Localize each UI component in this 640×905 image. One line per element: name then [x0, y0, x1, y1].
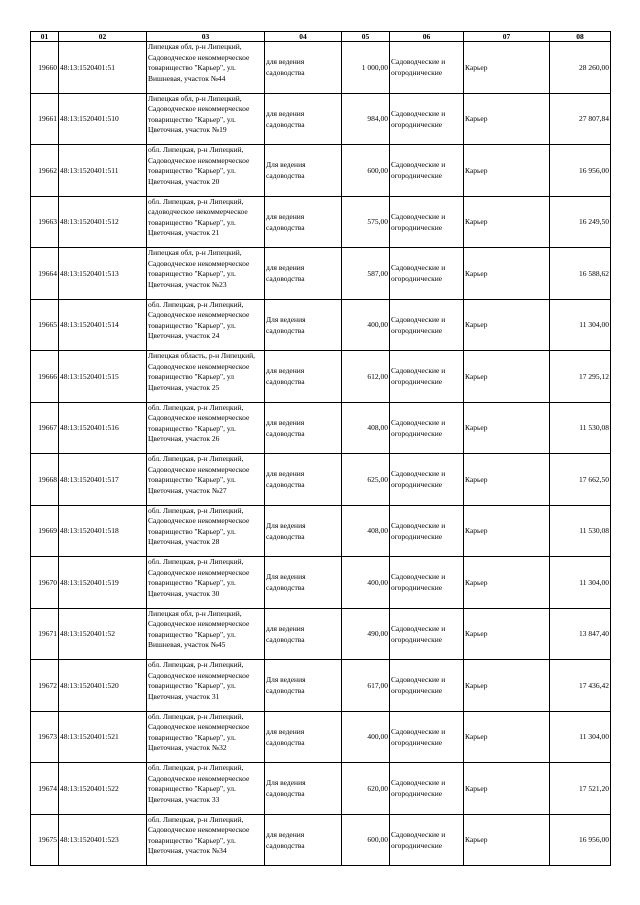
table-row	[31, 299, 611, 351]
address-cell	[147, 248, 265, 300]
cadastral-value-cell: 11 304,00	[550, 557, 611, 609]
permitted-use-cell: Для ведения садоводства	[265, 299, 342, 351]
column-header-03: 03	[147, 32, 265, 42]
association-name-cell: Карьер	[464, 42, 550, 94]
permitted-use-cell: Для ведения садоводства	[265, 505, 342, 557]
address-cell	[147, 42, 265, 94]
address-text: обл. Липецкая, р-н Липецкий, Садоводческое некоммерческое товарищество "Карьер", ул. Цветочная, участок 20	[148, 145, 250, 186]
cadastral-number-cell: 48:13:1520401:518	[59, 505, 147, 557]
association-name-cell: Карьер	[464, 145, 550, 197]
record-number-cell: 19675	[31, 814, 59, 866]
address-text: обл. Липецкая, р-н Липецкий, Садоводческое некоммерческое товарищество "Карьер", ул. Цветочная, участок №32	[148, 711, 250, 752]
column-header-06: 06	[390, 32, 464, 42]
association-name-cell: Карьер	[464, 299, 550, 351]
cadastral-value-cell: 16 249,50	[550, 196, 611, 248]
area-cell: 617,00	[342, 660, 390, 712]
permitted-use-cell: Для ведения садоводства	[265, 763, 342, 815]
address-cell	[147, 299, 265, 351]
cadastral-number-cell: 48:13:1520401:514	[59, 299, 147, 351]
address-text: обл. Липецкая, р-н Липецкий, Садоводческое некоммерческое товарищество "Карьер", ул. Цветочная, участок 28	[148, 505, 250, 546]
table-row	[31, 814, 611, 866]
land-category-cell: Садоводческие и огороднические	[390, 248, 464, 300]
column-header-04: 04	[265, 32, 342, 42]
cadastral-value-cell: 11 304,00	[550, 299, 611, 351]
address-text: Липецкая обл, р-н Липецкий, Садоводческое некоммерческое товарищество "Карьер", ул. Цветочная, участок №23	[148, 248, 250, 289]
permitted-use-cell: для ведения садоводства	[265, 711, 342, 763]
column-header-07: 07	[464, 32, 550, 42]
address-cell	[147, 351, 265, 403]
land-category-cell: Садоводческие и огороднические	[390, 763, 464, 815]
permitted-use-cell: для ведения садоводства	[265, 454, 342, 506]
area-cell: 1 000,00	[342, 42, 390, 94]
land-category-cell: Садоводческие и огороднические	[390, 145, 464, 197]
land-category-cell: Садоводческие и огороднические	[390, 814, 464, 866]
land-category-cell: Садоводческие и огороднические	[390, 608, 464, 660]
cadastral-value-cell: 11 530,08	[550, 402, 611, 454]
association-name-cell: Карьер	[464, 351, 550, 403]
cadastral-number-cell: 48:13:1520401:52	[59, 608, 147, 660]
cadastral-value-cell: 17 436,42	[550, 660, 611, 712]
area-cell: 587,00	[342, 248, 390, 300]
association-name-cell: Карьер	[464, 814, 550, 866]
association-name-cell: Карьер	[464, 557, 550, 609]
land-category-cell: Садоводческие и огороднические	[390, 299, 464, 351]
area-cell: 620,00	[342, 763, 390, 815]
permitted-use-cell: Для ведения садоводства	[265, 660, 342, 712]
address-cell	[147, 763, 265, 815]
area-cell: 400,00	[342, 299, 390, 351]
permitted-use-cell: Для ведения садоводства	[265, 145, 342, 197]
cadastral-value-cell: 17 662,50	[550, 454, 611, 506]
record-number-cell: 19667	[31, 402, 59, 454]
address-text: Липецкая область, р-н Липецкий, Садоводческое некоммерческое товарищество "Карьер", ул Цветочная, участок 25	[148, 351, 256, 392]
permitted-use-cell: для ведения садоводства	[265, 248, 342, 300]
record-number-cell: 19662	[31, 145, 59, 197]
area-cell: 408,00	[342, 402, 390, 454]
column-header-05: 05	[342, 32, 390, 42]
permitted-use-cell: для ведения садоводства	[265, 402, 342, 454]
table-row	[31, 608, 611, 660]
cadastral-value-cell: 16 588,62	[550, 248, 611, 300]
address-text: обл. Липецкая, р-н Липецкий, Садоводческое некоммерческое товарищество "Карьер", ул. Цветочная, участок 30	[148, 557, 250, 598]
land-category-cell: Садоводческие и огороднические	[390, 351, 464, 403]
address-text: обл. Липецкая, р-н Липецкий, Садоводческое некоммерческое товарищество "Карьер", ул. Цветочная, участок 24	[148, 299, 250, 340]
land-category-cell: Садоводческие и огороднические	[390, 505, 464, 557]
area-cell: 408,00	[342, 505, 390, 557]
association-name-cell: Карьер	[464, 505, 550, 557]
cadastral-value-cell: 17 521,20	[550, 763, 611, 815]
association-name-cell: Карьер	[464, 402, 550, 454]
address-cell	[147, 660, 265, 712]
record-number-cell: 19661	[31, 93, 59, 145]
association-name-cell: Карьер	[464, 454, 550, 506]
area-cell: 400,00	[342, 711, 390, 763]
association-name-cell: Карьер	[464, 711, 550, 763]
association-name-cell: Карьер	[464, 93, 550, 145]
table-row	[31, 42, 611, 94]
address-text: обл. Липецкая, р-н Липецкий, Садоводческое некоммерческое товарищество "Карьер", ул. Цветочная, участок 33	[148, 763, 250, 804]
permitted-use-cell: для ведения садоводства	[265, 196, 342, 248]
address-text: обл. Липецкая, р-н Липецкий, Садоводческое некоммерческое товарищество "Карьер", ул. Цветочная, участок №27	[148, 454, 250, 495]
address-cell	[147, 454, 265, 506]
record-number-cell: 19673	[31, 711, 59, 763]
header-row	[31, 32, 611, 42]
association-name-cell: Карьер	[464, 660, 550, 712]
record-number-cell: 19672	[31, 660, 59, 712]
cadastral-number-cell: 48:13:1520401:512	[59, 196, 147, 248]
address-cell	[147, 402, 265, 454]
table-row	[31, 711, 611, 763]
address-text: Липецкая обл, р-н Липецкий, Садоводческое некоммерческое товарищество "Карьер", ул. Вишневая, участок №45	[148, 608, 250, 649]
record-number-cell: 19669	[31, 505, 59, 557]
area-cell: 600,00	[342, 814, 390, 866]
permitted-use-cell: для ведения садоводства	[265, 814, 342, 866]
cadastral-number-cell: 48:13:1520401:523	[59, 814, 147, 866]
address-text: обл. Липецкая, р-н Липецкий, Садоводческое некоммерческое товарищество "Карьер", ул. Цветочная, участок 31	[148, 660, 250, 701]
table-row	[31, 557, 611, 609]
cadastral-number-cell: 48:13:1520401:513	[59, 248, 147, 300]
cadastral-value-cell: 13 847,40	[550, 608, 611, 660]
record-number-cell: 19660	[31, 42, 59, 94]
association-name-cell: Карьер	[464, 763, 550, 815]
record-number-cell: 19674	[31, 763, 59, 815]
land-parcel-table	[30, 31, 611, 866]
area-cell: 612,00	[342, 351, 390, 403]
area-cell: 400,00	[342, 557, 390, 609]
column-header-02: 02	[59, 32, 147, 42]
area-cell: 600,00	[342, 145, 390, 197]
association-name-cell: Карьер	[464, 196, 550, 248]
record-number-cell: 19665	[31, 299, 59, 351]
permitted-use-cell: для ведения садоводства	[265, 608, 342, 660]
permitted-use-cell: для ведения садоводства	[265, 42, 342, 94]
table-row	[31, 454, 611, 506]
land-category-cell: Садоводческие и огороднические	[390, 42, 464, 94]
record-number-cell: 19671	[31, 608, 59, 660]
cadastral-number-cell: 48:13:1520401:510	[59, 93, 147, 145]
table-row	[31, 196, 611, 248]
address-text: обл. Липецкая, р-н Липецкий, Садоводческое некоммерческое товарищество "Карьер", ул. Цветочная, участок 26	[148, 402, 250, 443]
address-text: обл. Липецкая, р-н Липецкий, Садоводческое некоммерческое товарищество "Карьер", ул. Цветочная, участок №34	[148, 814, 250, 855]
cadastral-number-cell: 48:13:1520401:521	[59, 711, 147, 763]
association-name-cell: Карьер	[464, 248, 550, 300]
column-header-01: 01	[31, 32, 59, 42]
address-cell	[147, 814, 265, 866]
cadastral-value-cell: 11 530,08	[550, 505, 611, 557]
land-category-cell: Садоводческие и огороднические	[390, 711, 464, 763]
address-cell	[147, 196, 265, 248]
address-cell	[147, 711, 265, 763]
cadastral-number-cell: 48:13:1520401:517	[59, 454, 147, 506]
column-header-08: 08	[550, 32, 611, 42]
area-cell: 490,00	[342, 608, 390, 660]
record-number-cell: 19670	[31, 557, 59, 609]
cadastral-number-cell: 48:13:1520401:511	[59, 145, 147, 197]
table-row	[31, 248, 611, 300]
permitted-use-cell: Для ведения садоводства	[265, 557, 342, 609]
land-category-cell: Садоводческие и огороднические	[390, 402, 464, 454]
address-text: Липецкая обл, р-н Липецкий, Садоводческое некоммерческое товарищество "Карьер", ул. Цветочная, участок №19	[148, 93, 250, 134]
cadastral-value-cell: 27 807,84	[550, 93, 611, 145]
land-category-cell: Садоводческие и огороднические	[390, 660, 464, 712]
land-category-cell: Садоводческие и огороднические	[390, 93, 464, 145]
cadastral-number-cell: 48:13:1520401:515	[59, 351, 147, 403]
cadastral-value-cell: 28 260,00	[550, 42, 611, 94]
address-cell	[147, 145, 265, 197]
cadastral-number-cell: 48:13:1520401:516	[59, 402, 147, 454]
cadastral-number-cell: 48:13:1520401:520	[59, 660, 147, 712]
record-number-cell: 19668	[31, 454, 59, 506]
land-category-cell: Садоводческие и огороднические	[390, 196, 464, 248]
cadastral-value-cell: 11 304,00	[550, 711, 611, 763]
table-row	[31, 660, 611, 712]
table-row	[31, 402, 611, 454]
table-row	[31, 145, 611, 197]
record-number-cell: 19664	[31, 248, 59, 300]
cadastral-number-cell: 48:13:1520401:522	[59, 763, 147, 815]
permitted-use-cell: для ведения садоводства	[265, 93, 342, 145]
address-cell	[147, 608, 265, 660]
cadastral-value-cell: 16 956,00	[550, 814, 611, 866]
land-category-cell: Садоводческие и огороднические	[390, 557, 464, 609]
record-number-cell: 19666	[31, 351, 59, 403]
record-number-cell: 19663	[31, 196, 59, 248]
table-row	[31, 93, 611, 145]
cadastral-value-cell: 16 956,00	[550, 145, 611, 197]
land-category-cell: Садоводческие и огороднические	[390, 454, 464, 506]
cadastral-value-cell: 17 295,12	[550, 351, 611, 403]
cadastral-number-cell: 48:13:1520401:51	[59, 42, 147, 94]
cadastral-number-cell: 48:13:1520401:519	[59, 557, 147, 609]
permitted-use-cell: для ведения садоводства	[265, 351, 342, 403]
address-text: обл. Липецкая, р-н Липецкий, садоводческое некоммерческое товарищество "Карьер", ул. Цветочная, участок 21	[148, 196, 248, 237]
address-cell	[147, 93, 265, 145]
address-text: Липецкая обл, р-н Липецкий, Садоводческое некоммерческое товарищество "Карьер", ул. Вишневая, участок №44	[148, 42, 250, 83]
area-cell: 984,00	[342, 93, 390, 145]
association-name-cell: Карьер	[464, 608, 550, 660]
address-cell	[147, 505, 265, 557]
area-cell: 625,00	[342, 454, 390, 506]
area-cell: 575,00	[342, 196, 390, 248]
table-row	[31, 763, 611, 815]
table-row	[31, 505, 611, 557]
table-row	[31, 351, 611, 403]
address-cell	[147, 557, 265, 609]
